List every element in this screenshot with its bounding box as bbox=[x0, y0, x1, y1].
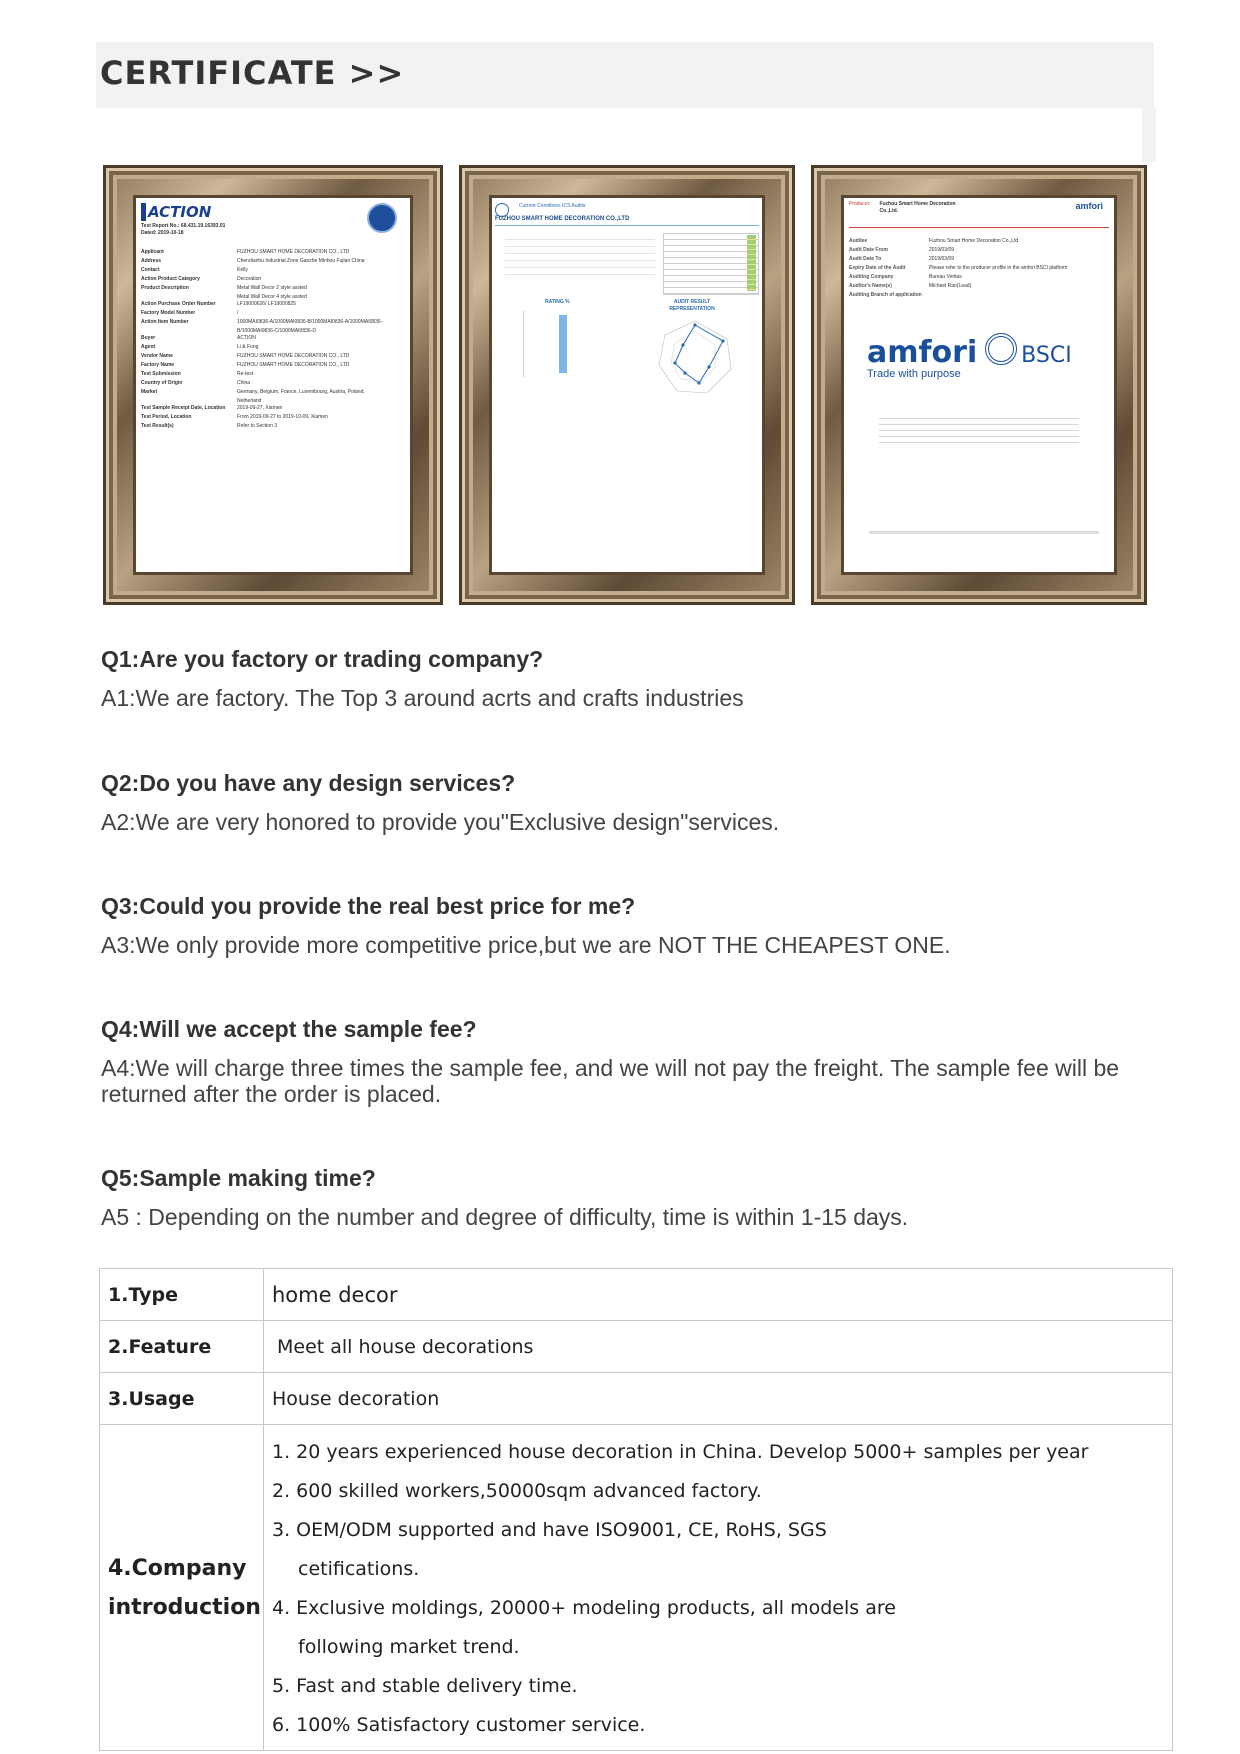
report-row bbox=[141, 380, 395, 387]
report-row-value: FUZHOU SMART HOME DECORATION CO., LTD bbox=[237, 362, 350, 368]
report-row bbox=[141, 276, 395, 283]
amfori-swirl-icon bbox=[985, 333, 1017, 365]
report-row bbox=[849, 247, 1109, 254]
table-row bbox=[100, 1425, 1173, 1751]
report-row-value: Re-test bbox=[237, 371, 254, 377]
report-row-label: Test Submission bbox=[141, 371, 181, 377]
audit-info-block bbox=[505, 233, 655, 279]
report-row bbox=[141, 249, 395, 256]
report-row bbox=[849, 238, 1109, 245]
faq-item-3 bbox=[101, 893, 951, 958]
report-row-value: 1000MAI0836-A/1000MAI0836-B/1000MAI0836-A/1000MAI0836- bbox=[237, 319, 383, 325]
report-row-label: Test Period, Location bbox=[141, 414, 192, 420]
amfori-fine-print bbox=[879, 413, 1079, 443]
report-row-label: Auditor's Name(s) bbox=[849, 283, 892, 289]
list-item: 3. OEM/ODM supported and have ISO9001, CE, RoHS, SGS bbox=[272, 1519, 827, 1541]
report-row-label: Expiry Date of the Audit bbox=[849, 265, 906, 271]
report-row-label: Test Sample Receipt Date, Location bbox=[141, 405, 226, 411]
audit-company: FUZHOU SMART HOME DECORATION CO.,LTD bbox=[495, 216, 759, 226]
report-row bbox=[141, 335, 395, 342]
report-row-value: Refer to Section 3 bbox=[237, 423, 278, 429]
action-test-report bbox=[133, 195, 413, 575]
report-row-value: Michael Rao(Lead) bbox=[929, 283, 972, 289]
table-row bbox=[100, 1373, 1173, 1425]
list-item: cetifications. bbox=[298, 1558, 420, 1580]
faq-item-5 bbox=[101, 1165, 908, 1230]
faq-item-4 bbox=[101, 1016, 1151, 1107]
faq-question: Q5:Sample making time? bbox=[101, 1165, 376, 1191]
report-row-label: Auditing Branch of application bbox=[849, 292, 922, 298]
report-row-label: Agent bbox=[141, 344, 156, 350]
report-row-value: Metal Wall Decor 4 style assted bbox=[237, 294, 307, 300]
report-row-value: Kelly bbox=[237, 267, 248, 273]
report-rows bbox=[141, 249, 395, 430]
bsci-label: BSCI bbox=[1021, 343, 1072, 368]
action-logo: ACTION bbox=[141, 203, 395, 221]
rating-label: RATING % bbox=[545, 299, 570, 305]
report-row bbox=[849, 274, 1109, 281]
report-row-label bbox=[141, 328, 237, 335]
report-row-value: 2019/03/09 bbox=[929, 247, 955, 253]
report-row-value: From 2019-09-27 to 2019-10-09, Xiamen bbox=[237, 414, 328, 420]
report-row-label: Auditee bbox=[849, 238, 868, 244]
amfori-bsci-report bbox=[841, 195, 1117, 575]
faq-question: Q1:Are you factory or trading company? bbox=[101, 646, 544, 672]
faq-answer: A2:We are very honored to provide you"Exclusive design"services. bbox=[101, 809, 780, 835]
report-row bbox=[141, 301, 395, 308]
report-row-label: Factory Model Number bbox=[141, 310, 196, 316]
report-row bbox=[849, 283, 1109, 290]
report-row bbox=[141, 405, 395, 412]
company-label-line: introduction bbox=[108, 1594, 261, 1620]
report-row-value: Li & Fung bbox=[237, 344, 259, 350]
report-row-value: China bbox=[237, 380, 251, 386]
rating-bar bbox=[559, 315, 567, 373]
report-row-label: Action Item Number bbox=[141, 319, 189, 325]
report-row-value: Germany, Belgium, France, Luxembourg, Austria, Poland, bbox=[237, 389, 365, 395]
rating-axis bbox=[523, 311, 524, 377]
table-row bbox=[100, 1321, 1173, 1373]
table-row bbox=[100, 1269, 1173, 1321]
report-row-value: 2019/03/09 bbox=[929, 256, 955, 262]
report-row-label: Factory Name bbox=[141, 362, 175, 368]
audit-score-table bbox=[663, 233, 759, 295]
report-dated: Dated: 2019-10-18 bbox=[141, 230, 184, 236]
report-row-value: / bbox=[237, 310, 239, 316]
report-row-value: 2019-09-27, Xiamen bbox=[237, 405, 283, 411]
feature-value: Meet all house decorations bbox=[264, 1321, 1173, 1373]
faq-answer: A3:We only provide more competitive price,but we are NOT THE CHEAPEST ONE. bbox=[101, 932, 951, 958]
amfori-brand: amfori bbox=[867, 335, 978, 370]
report-row-value: ACTION bbox=[237, 335, 256, 341]
report-row bbox=[141, 258, 395, 265]
faq-item-2 bbox=[101, 770, 779, 835]
report-row bbox=[141, 310, 395, 317]
list-item: 2. 600 skilled workers,50000sqm advanced factory. bbox=[272, 1480, 762, 1502]
report-row-label: Product Description bbox=[141, 285, 189, 291]
report-row bbox=[141, 414, 395, 421]
report-row bbox=[141, 344, 395, 351]
report-row-label bbox=[141, 398, 237, 405]
list-item: 4. Exclusive moldings, 20000+ modeling products, all models are bbox=[272, 1597, 896, 1619]
usage-label: 3.Usage bbox=[100, 1373, 264, 1425]
list-item: following market trend. bbox=[298, 1636, 520, 1658]
list-item: 6. 100% Satisfactory customer service. bbox=[272, 1714, 646, 1736]
audit-result-label: AUDIT RESULT REPRESENTATION bbox=[669, 299, 715, 312]
audit-logo-icon bbox=[495, 203, 509, 217]
report-row-value: FUZHOU SMART HOME DECORATION CO., LTD bbox=[237, 353, 350, 359]
report-row bbox=[141, 353, 395, 360]
report-row bbox=[849, 256, 1109, 263]
faq-answer: A1:We are factory. The Top 3 around acrts and crafts industries bbox=[101, 685, 744, 711]
header-strip bbox=[96, 108, 1156, 162]
report-row-value: Chendianhu Industrial Zone Ganzhe Minhou Fujian China bbox=[237, 258, 365, 264]
report-row bbox=[141, 319, 395, 326]
report-row-label: Auditing Company bbox=[849, 274, 894, 280]
report-row-label bbox=[141, 294, 237, 301]
type-value: home decor bbox=[264, 1269, 1173, 1321]
usage-value: House decoration bbox=[264, 1373, 1173, 1425]
report-row-value: Fuzhou Smart Home Decoration Co.,Ltd bbox=[929, 238, 1019, 244]
amfori-rows bbox=[849, 238, 1109, 299]
faq-answer: A4:We will charge three times the sample fee, and we will not pay the freight. The sample fee will be returned after the order is placed. bbox=[101, 1055, 1120, 1107]
report-row-label: Contact bbox=[141, 267, 160, 273]
report-row-value: FUZHOU SMART HOME DECORATION CO., LTD bbox=[237, 249, 350, 255]
list-item: 5. Fast and stable delivery time. bbox=[272, 1675, 578, 1697]
report-row-label: Applicant bbox=[141, 249, 164, 255]
report-row bbox=[141, 285, 395, 292]
amfori-small-logo: amfori bbox=[1075, 201, 1103, 211]
type-label: 1.Type bbox=[100, 1269, 264, 1321]
report-row bbox=[141, 371, 395, 378]
report-number: Test Report No.: 68.431.19.16393.01 bbox=[141, 223, 226, 229]
report-row-label: Audit Date From bbox=[849, 247, 888, 253]
report-row-value: Bureau Veritas bbox=[929, 274, 962, 280]
certificate-title: CERTIFICATE >> bbox=[100, 54, 405, 92]
report-row bbox=[141, 398, 395, 405]
report-row bbox=[141, 328, 395, 335]
company-label-line: 4.Company bbox=[108, 1555, 247, 1581]
faq-question: Q3:Could you provide the real best price for me? bbox=[101, 893, 636, 919]
report-row bbox=[141, 423, 395, 430]
audit-score-column bbox=[747, 235, 756, 291]
report-row bbox=[141, 267, 395, 274]
report-row-label: Action Product Category bbox=[141, 276, 200, 282]
company-label bbox=[100, 1425, 264, 1751]
certificate-header bbox=[96, 42, 1154, 108]
report-row-label: Vendor Name bbox=[141, 353, 173, 359]
report-row bbox=[141, 362, 395, 369]
report-row-label: Action Purchase Order Number bbox=[141, 301, 216, 307]
report-row bbox=[849, 265, 1109, 272]
list-item: 1. 20 years experienced house decoration in China. Develop 5000+ samples per year bbox=[272, 1441, 1089, 1463]
report-row-label: Country of Origin bbox=[141, 380, 183, 386]
report-row bbox=[141, 294, 395, 301]
amfori-tagline: Trade with purpose bbox=[867, 368, 961, 380]
report-row bbox=[141, 389, 395, 396]
report-row-label: Address bbox=[141, 258, 162, 264]
report-row-label: Audit Date To bbox=[849, 256, 882, 262]
certificate-frame-audit[interactable] bbox=[459, 165, 795, 605]
audit-report bbox=[489, 195, 765, 575]
company-intro bbox=[264, 1425, 1173, 1751]
report-row-label: Market bbox=[141, 389, 158, 395]
header-divider bbox=[849, 227, 1109, 228]
certificate-frame-amfori[interactable] bbox=[811, 165, 1147, 605]
faq-item-1 bbox=[101, 646, 744, 711]
report-row-value: Netherland bbox=[237, 398, 262, 404]
certificate-frame-action[interactable] bbox=[103, 165, 443, 605]
report-row-value: Please refer to the producer profile in the amfori BSCI platform bbox=[929, 265, 1068, 271]
faq-question: Q2:Do you have any design services? bbox=[101, 770, 516, 796]
tuv-seal-icon bbox=[367, 203, 397, 233]
report-row-value: Metal Wall Decor 2 style assted bbox=[237, 285, 307, 291]
amfori-logo bbox=[867, 333, 1072, 380]
report-row-label: Test Result(s) bbox=[141, 423, 174, 429]
producer-label: Producer: bbox=[849, 201, 871, 207]
report-row-value: B/1000MAI0836-C/1000MAI0836-D bbox=[237, 328, 316, 334]
report-row-value: LF19000626/ LF19000825 bbox=[237, 301, 296, 307]
feature-label: 2.Feature bbox=[100, 1321, 264, 1373]
report-row-value: Decoration bbox=[237, 276, 262, 282]
report-row-label: Buyer bbox=[141, 335, 156, 341]
radar-chart-icon bbox=[653, 317, 737, 397]
bottom-rule bbox=[869, 531, 1099, 534]
audit-top-label: Current Conditions ICS Audits bbox=[519, 203, 586, 209]
faq-question: Q4:Will we accept the sample fee? bbox=[101, 1016, 477, 1042]
spec-table bbox=[99, 1268, 1173, 1751]
faq-answer: A5 : Depending on the number and degree of difficulty, time is within 1-15 days. bbox=[101, 1204, 909, 1230]
report-row bbox=[849, 292, 1109, 299]
producer-name: Fuzhou Smart Home Decoration Co.,Ltd. bbox=[879, 201, 956, 214]
